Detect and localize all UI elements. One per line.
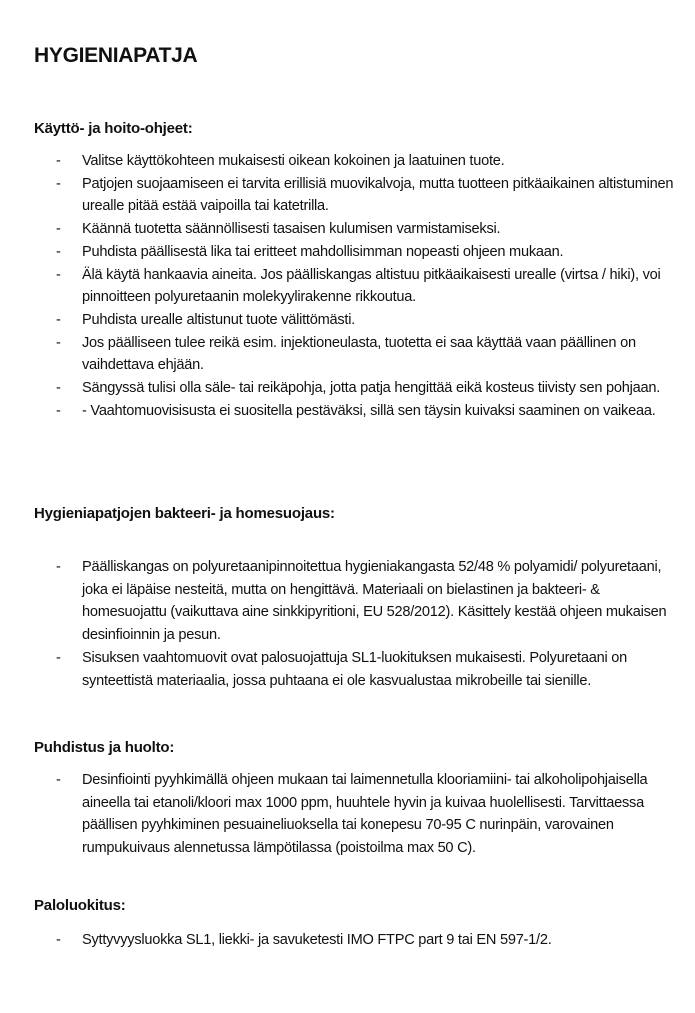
bullet-dash: -	[56, 380, 61, 397]
antibacterial-list	[0, 556, 695, 692]
page-title: HYGIENIAPATJA	[34, 44, 198, 67]
section-heading-fire-rating: Paloluokitus:	[34, 897, 126, 914]
list-item: - Desinfiointi pyyhkimällä ohjeen mukaan tai laimennetulla klooriamiini- tai alkoholipohjaisella aineella tai etanoli/kloori max 1000 ppm, huuhtele hyvin ja kuivaa huolellisesti. Tarvittaessa päällisen pyyhkiminen pesuaineliuoksella tai konepesu 70-95 C nurinpäin, varovainen rumpukuivaus alennetussa lämpötilassa (poistoilma max 50 C).	[0, 769, 695, 860]
list-item: - Patjojen suojaamiseen ei tarvita erillisiä muovikalvoja, mutta tuotteen pitkäaikainen altistuminen urealle pitää estää vaipoilla tai katetrilla.	[0, 173, 695, 218]
bullet-dash: -	[56, 175, 61, 192]
section-heading-antibacterial: Hygieniapatjojen bakteeri- ja homesuojaus:	[34, 505, 335, 522]
bullet-dash: -	[56, 772, 61, 788]
list-item: - Puhdista urealle altistunut tuote välittömästi.	[0, 309, 695, 332]
section-heading-usage-care: Käyttö- ja hoito-ohjeet:	[34, 120, 193, 137]
bullet-dash: -	[56, 266, 61, 283]
list-item: - Sisuksen vaahtomuovit ovat palosuojattuja SL1-luokituksen mukaisesti. Polyuretaani on synteettistä materiaalia, jossa puhtaana ei ole kasvualustaa mikrobeille tai sienille.	[0, 647, 695, 692]
list-item: - Älä käytä hankaavia aineita. Jos päälliskangas altistuu pitkäaikaisesti urealle (virtsa / hiki), voi pinnoitteen polyuretaanin molekyylirakenne rikkoutua.	[0, 264, 695, 309]
bullet-dash: -	[56, 932, 61, 948]
bullet-dash: -	[56, 153, 61, 169]
bullet-dash: -	[56, 243, 61, 260]
bullet-dash: -	[56, 221, 61, 238]
list-item: - Päälliskangas on polyuretaanipinnoitettua hygieniakangasta 52/48 % polyamidi/ polyuretaani, joka ei läpäise nesteitä, mutta on hengittävä. Materiaali on bielastinen ja bakteeri- & homesuojattu (vaikuttava aine sinkkipyritioni, EU 528/2012). Käsittely kestää ohjeen mukaisen desinfioinnin ja pesun.	[0, 556, 695, 647]
bullet-dash: -	[56, 559, 61, 575]
list-item: - Valitse käyttökohteen mukaisesti oikean kokoinen ja laatuinen tuote.	[0, 150, 695, 173]
list-item: - Sängyssä tulisi olla säle- tai reikäpohja, jotta patja hengittää eikä kosteus tiivisty sen pohjaan.	[0, 377, 695, 400]
bullet-dash: -	[56, 334, 61, 351]
fire-rating-list	[0, 929, 695, 952]
list-item: - Jos päälliseen tulee reikä esim. injektioneulasta, tuotetta ei saa käyttää vaan päällinen on vaihdettava ehjään.	[0, 332, 695, 377]
bullet-dash: -	[56, 311, 61, 328]
bullet-dash: -	[56, 649, 61, 666]
list-item: - Syttyvyysluokka SL1, liekki- ja savuketesti IMO FTPC part 9 tai EN 597-1/2.	[0, 929, 695, 952]
list-item: - Puhdista päällisestä lika tai eritteet mahdollisimman nopeasti ohjeen mukaan.	[0, 241, 695, 264]
usage-care-list	[0, 150, 695, 422]
list-item: - Käännä tuotetta säännöllisesti tasaisen kulumisen varmistamiseksi.	[0, 218, 695, 241]
list-item: - - Vaahtomuovisisusta ei suositella pestäväksi, sillä sen täysin kuivaksi saaminen on vaikeaa.	[0, 400, 695, 423]
section-heading-cleaning: Puhdistus ja huolto:	[34, 739, 175, 756]
cleaning-list	[0, 769, 695, 860]
bullet-dash: -	[56, 402, 61, 419]
